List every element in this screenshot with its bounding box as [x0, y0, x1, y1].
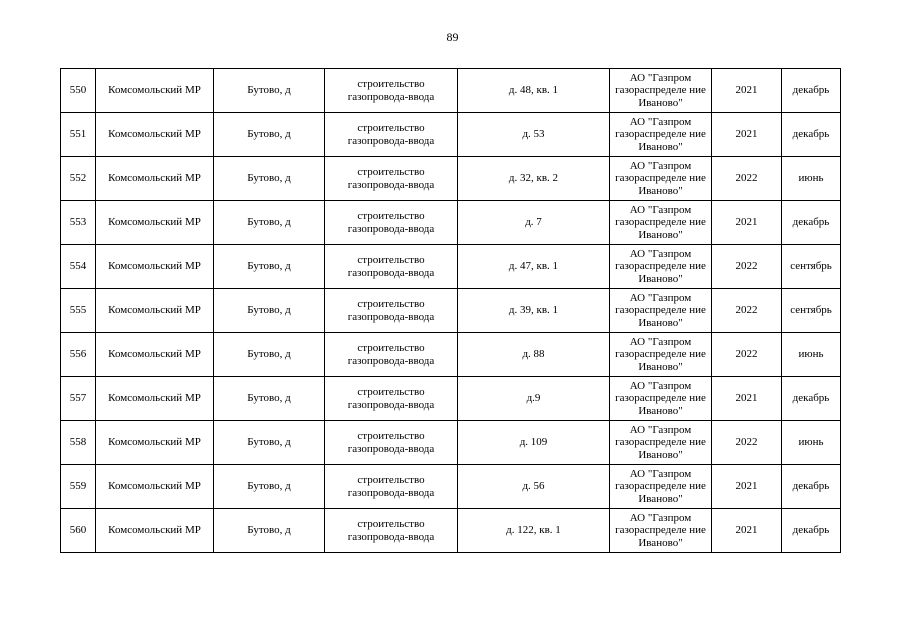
work-type-cell: строительство газопровода-ввода: [325, 509, 458, 553]
year-cell: 2021: [712, 465, 782, 509]
district-cell: Комсомольский МР: [96, 69, 214, 113]
settlement-cell: Бутово, д: [214, 509, 325, 553]
address-cell: д. 47, кв. 1: [458, 245, 610, 289]
table-row: [61, 113, 841, 157]
month-cell: сентябрь: [782, 289, 841, 333]
work-type-cell: строительство газопровода-ввода: [325, 201, 458, 245]
organization-cell: АО "Газпром газораспределе ние Иваново": [610, 333, 712, 377]
row-number-cell: 560: [61, 509, 96, 553]
table-row: [61, 377, 841, 421]
address-cell: д. 7: [458, 201, 610, 245]
work-type-cell: строительство газопровода-ввода: [325, 69, 458, 113]
settlement-cell: Бутово, д: [214, 69, 325, 113]
month-cell: декабрь: [782, 509, 841, 553]
settlement-cell: Бутово, д: [214, 465, 325, 509]
month-cell: июнь: [782, 157, 841, 201]
table-row: [61, 509, 841, 553]
settlement-cell: Бутово, д: [214, 421, 325, 465]
settlement-cell: Бутово, д: [214, 289, 325, 333]
district-cell: Комсомольский МР: [96, 333, 214, 377]
district-cell: Комсомольский МР: [96, 289, 214, 333]
page-number: 89: [446, 30, 459, 44]
settlement-cell: Бутово, д: [214, 333, 325, 377]
district-cell: Комсомольский МР: [96, 201, 214, 245]
work-type-cell: строительство газопровода-ввода: [325, 465, 458, 509]
organization-cell: АО "Газпром газораспределе ние Иваново": [610, 245, 712, 289]
district-cell: Комсомольский МР: [96, 245, 214, 289]
work-type-cell: строительство газопровода-ввода: [325, 113, 458, 157]
year-cell: 2021: [712, 69, 782, 113]
year-cell: 2022: [712, 157, 782, 201]
address-cell: д. 122, кв. 1: [458, 509, 610, 553]
organization-cell: АО "Газпром газораспределе ние Иваново": [610, 201, 712, 245]
month-cell: декабрь: [782, 377, 841, 421]
address-cell: д. 53: [458, 113, 610, 157]
row-number-cell: 557: [61, 377, 96, 421]
address-cell: д.9: [458, 377, 610, 421]
work-type-cell: строительство газопровода-ввода: [325, 157, 458, 201]
row-number-cell: 556: [61, 333, 96, 377]
address-cell: д. 56: [458, 465, 610, 509]
work-type-cell: строительство газопровода-ввода: [325, 333, 458, 377]
district-cell: Комсомольский МР: [96, 157, 214, 201]
month-cell: декабрь: [782, 113, 841, 157]
work-type-cell: строительство газопровода-ввода: [325, 377, 458, 421]
district-cell: Комсомольский МР: [96, 113, 214, 157]
row-number-cell: 555: [61, 289, 96, 333]
month-cell: декабрь: [782, 69, 841, 113]
year-cell: 2021: [712, 201, 782, 245]
table-row: [61, 245, 841, 289]
organization-cell: АО "Газпром газораспределе ние Иваново": [610, 465, 712, 509]
row-number-cell: 554: [61, 245, 96, 289]
organization-cell: АО "Газпром газораспределе ние Иваново": [610, 509, 712, 553]
year-cell: 2022: [712, 333, 782, 377]
table-row: [61, 465, 841, 509]
month-cell: декабрь: [782, 201, 841, 245]
district-cell: Комсомольский МР: [96, 421, 214, 465]
year-cell: 2021: [712, 113, 782, 157]
settlement-cell: Бутово, д: [214, 245, 325, 289]
registry-table: [60, 68, 841, 553]
month-cell: сентябрь: [782, 245, 841, 289]
row-number-cell: 550: [61, 69, 96, 113]
table-row: [61, 157, 841, 201]
table-row: [61, 201, 841, 245]
organization-cell: АО "Газпром газораспределе ние Иваново": [610, 377, 712, 421]
year-cell: 2021: [712, 377, 782, 421]
table-row: [61, 69, 841, 113]
settlement-cell: Бутово, д: [214, 377, 325, 421]
year-cell: 2022: [712, 421, 782, 465]
year-cell: 2021: [712, 509, 782, 553]
organization-cell: АО "Газпром газораспределе ние Иваново": [610, 157, 712, 201]
year-cell: 2022: [712, 289, 782, 333]
organization-cell: АО "Газпром газораспределе ние Иваново": [610, 421, 712, 465]
settlement-cell: Бутово, д: [214, 157, 325, 201]
month-cell: июнь: [782, 421, 841, 465]
row-number-cell: 559: [61, 465, 96, 509]
year-cell: 2022: [712, 245, 782, 289]
address-cell: д. 88: [458, 333, 610, 377]
settlement-cell: Бутово, д: [214, 201, 325, 245]
organization-cell: АО "Газпром газораспределе ние Иваново": [610, 289, 712, 333]
row-number-cell: 558: [61, 421, 96, 465]
organization-cell: АО "Газпром газораспределе ние Иваново": [610, 113, 712, 157]
organization-cell: АО "Газпром газораспределе ние Иваново": [610, 69, 712, 113]
month-cell: декабрь: [782, 465, 841, 509]
address-cell: д. 109: [458, 421, 610, 465]
district-cell: Комсомольский МР: [96, 465, 214, 509]
row-number-cell: 551: [61, 113, 96, 157]
work-type-cell: строительство газопровода-ввода: [325, 289, 458, 333]
month-cell: июнь: [782, 333, 841, 377]
table-row: [61, 421, 841, 465]
work-type-cell: строительство газопровода-ввода: [325, 421, 458, 465]
settlement-cell: Бутово, д: [214, 113, 325, 157]
address-cell: д. 39, кв. 1: [458, 289, 610, 333]
row-number-cell: 552: [61, 157, 96, 201]
table-row: [61, 333, 841, 377]
row-number-cell: 553: [61, 201, 96, 245]
work-type-cell: строительство газопровода-ввода: [325, 245, 458, 289]
district-cell: Комсомольский МР: [96, 509, 214, 553]
district-cell: Комсомольский МР: [96, 377, 214, 421]
address-cell: д. 32, кв. 2: [458, 157, 610, 201]
table-row: [61, 289, 841, 333]
address-cell: д. 48, кв. 1: [458, 69, 610, 113]
registry-body: [61, 69, 841, 553]
